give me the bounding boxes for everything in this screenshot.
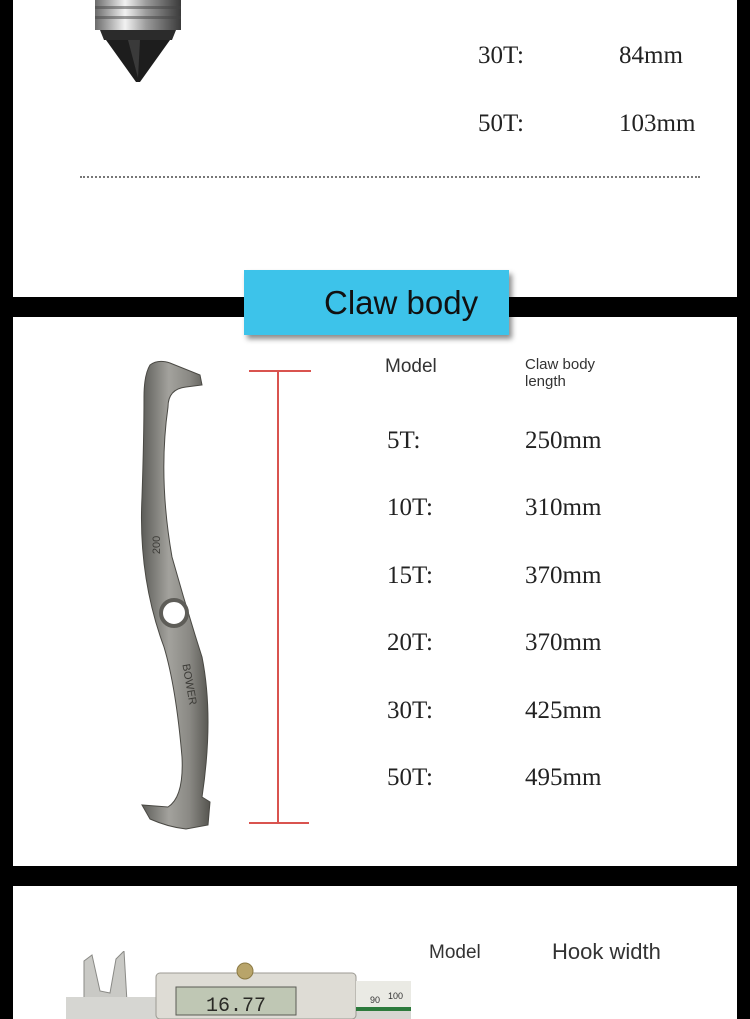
claw-spec-panel [13,317,737,866]
claw-row-model-2: 10T: [387,494,433,521]
claw-row-value-6: 495mm [525,764,602,791]
claw-row-model-4: 20T: [387,629,433,656]
hook-header-model: Model [429,942,481,963]
claw-row-value-3: 370mm [525,562,602,589]
top-row-model-1: 30T: [478,42,524,69]
claw-header-model: Model [385,356,437,377]
hook-header-width: Hook width [552,939,661,964]
top-spec-panel [13,0,737,297]
dotted-divider [80,176,700,178]
hook-spec-panel [13,886,737,1019]
claw-row-value-4: 370mm [525,629,602,656]
caliper-scale-2: 100 [388,991,404,1001]
top-row-value-1: 84mm [619,42,683,69]
claw-row-model-1: 5T: [387,427,421,454]
claw-body-title: Claw body [324,284,479,321]
top-row-model-2: 50T: [478,110,524,137]
claw-row-model-3: 15T: [387,562,433,589]
claw-body-image [128,357,238,832]
claw-row-model-5: 30T: [387,697,433,724]
caliper-display: 16.77 [205,995,267,1018]
caliper-image [66,951,411,1019]
caliper-scale-1: 90 [370,995,381,1005]
claw-row-model-6: 50T: [387,764,433,791]
claw-header-length-line1: Claw body [525,356,596,373]
claw-header-length-line2: length [525,373,566,390]
claw-row-value-2: 310mm [525,494,602,521]
length-measure-line [247,367,317,827]
top-row-value-2: 103mm [619,110,696,137]
claw-marking-2: BOWER [179,662,199,706]
claw-marking-1: 200 [151,535,163,555]
claw-row-value-1: 250mm [525,427,602,454]
product-tip-image [88,0,198,85]
claw-row-value-5: 425mm [525,697,602,724]
claw-body-banner [244,270,509,335]
